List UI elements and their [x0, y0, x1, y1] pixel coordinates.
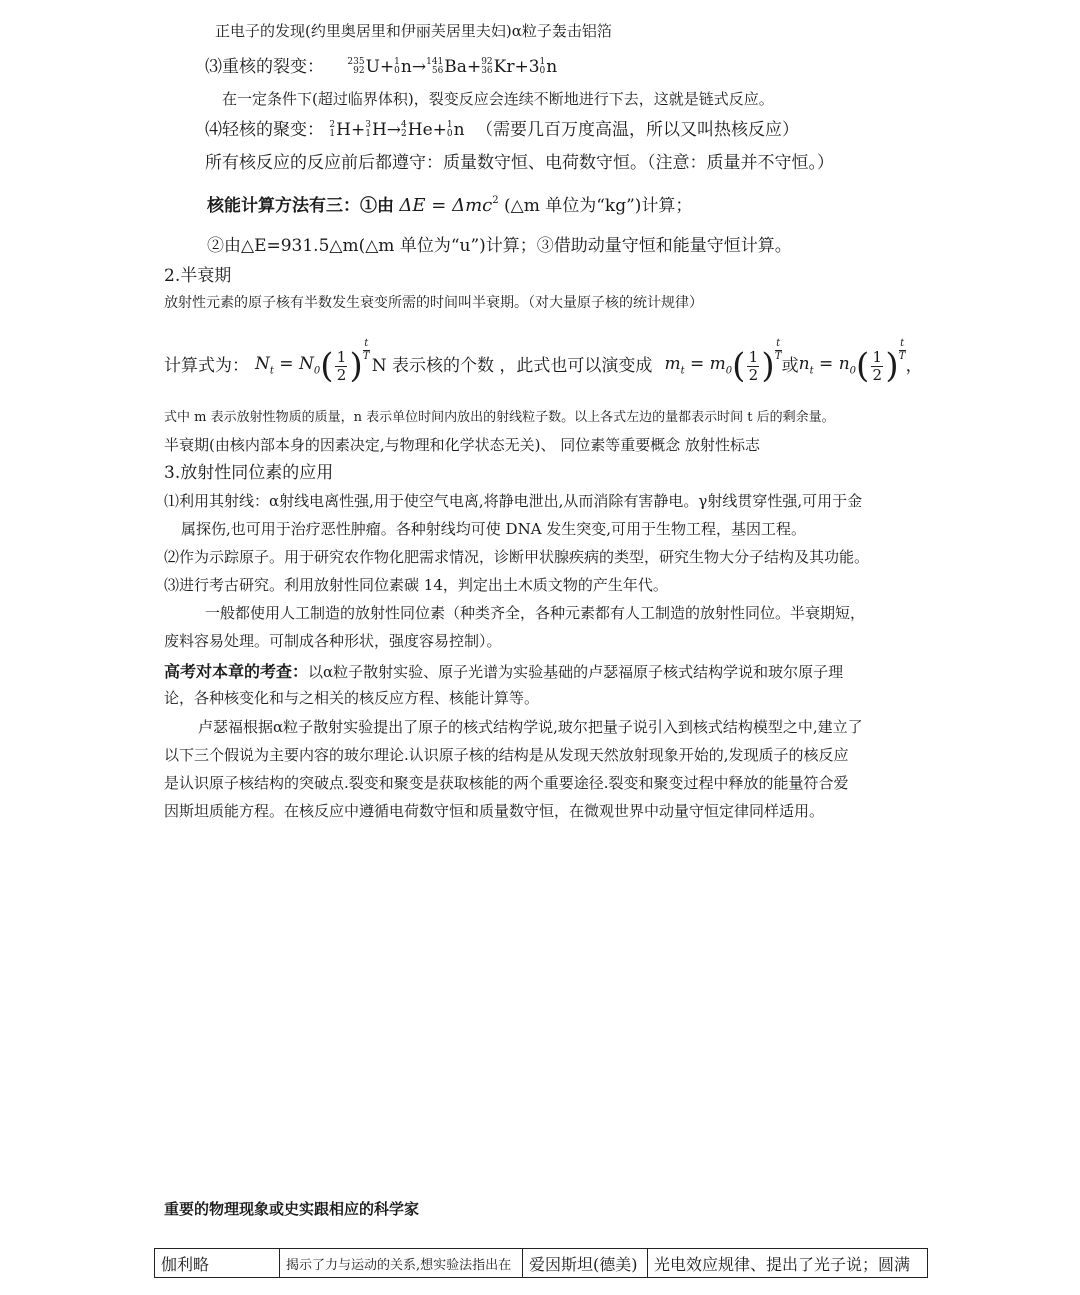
fusion-line — [205, 121, 799, 140]
exam-line-a — [164, 664, 843, 680]
application-3: ⑶进行考古研究。利用放射性同位素碳 14，判定出土木质文物的产生年代。 — [164, 576, 668, 594]
fission-equation: 235 92 U+ 1 0 n→ 141 56 Ba+ 92 36 Kr+3 1 0 n — [347, 56, 558, 77]
fusion-note: （需要几百万度高温，所以又叫热核反应） — [476, 119, 799, 140]
table-cell: 揭示了力与运动的关系,想实验法指出在 — [280, 1249, 523, 1278]
application-1a: ⑴利用其射线：α射线电离性强,用于使空气电离,将静电泄出,从而消除有害静电。γ射线贯穿性强,可用于金 — [164, 492, 863, 510]
summary-d: 因斯坦质能方程。在核反应中遵循电荷数守恒和质量数守恒，在微观世界中动量守恒定律同样适用。 — [164, 802, 825, 820]
table-cell: 光电效应规律、提出了光子说；圆满 — [648, 1249, 928, 1278]
formula-mt: $m_t = m_0$ — [664, 353, 733, 377]
chain-reaction-text: 在一定条件下(超过临界体积)，裂变反应会连续不断地进行下去，这就是链式反应。 — [222, 90, 774, 108]
formula-nt: $N_t = N_0$ — [255, 353, 321, 377]
summary-c: 是认识原子核结构的突破点.裂变和聚变是获取核能的两个重要途径.裂变和聚变过程中释放的能量符合爱 — [164, 774, 849, 792]
formula-prefix: 计算式为： — [164, 355, 249, 376]
scientists-heading: 重要的物理现象或史实跟相应的科学家 — [164, 1200, 420, 1218]
energy-formula-exponent: 2 — [492, 195, 499, 206]
exam-line-b: 论，各种核变化和与之相关的核反应方程、核能计算等。 — [164, 689, 540, 707]
formula-nt2: $n_t = n_0$ — [798, 353, 857, 377]
exam-text-a: 以α粒子散射实验、原子光谱为实验基础的卢瑟福原子核式结构学说和玻尔原子理 — [308, 663, 844, 681]
fission-label: ⑶重核的裂变： — [205, 56, 324, 77]
fission-line — [205, 58, 557, 77]
application-2: ⑵作为示踪原子。用于研究农作物化肥需求情况，诊断甲状腺疾病的类型，研究生物大分子结构及其功能。 — [164, 548, 870, 566]
formula-note: 式中 m 表示放射性物质的质量，n 表示单位时间内放出的射线粒子数。以上各式左边的量都表示时间 t 后的剩余量。 — [164, 410, 835, 425]
exam-label: 高考对本章的考查： — [164, 662, 309, 681]
fusion-label: ⑷轻核的聚变： — [205, 119, 324, 140]
isotope-heading: 3.放射性同位素的应用 — [164, 463, 334, 483]
formula-n-text: N 表示核的个数 ，此式也可以演变成 — [371, 355, 653, 376]
table-row — [155, 1249, 928, 1278]
application-1b: 属探伤,也可用于治疗恶性肿瘤。各种射线均可使 DNA 发生突变,可用于生物工程，基因工程。 — [181, 520, 807, 538]
energy-method-line-1 — [207, 197, 692, 215]
energy-method-suffix: (△m 单位为“kg”)计算； — [504, 196, 693, 216]
summary-b: 以下三个假说为主要内容的玻尔理论.认识原子核的结构是从发现天然放射现象开始的,发现质子的核反应 — [164, 746, 849, 764]
table-cell: 伽利略 — [155, 1249, 280, 1278]
table-cell: 爱因斯坦(德美) — [523, 1249, 648, 1278]
energy-method-line-2: ②由△E=931.5△m(△m 单位为“u”)计算；③借助动量守恒和能量守恒计算。 — [207, 236, 792, 256]
artificial-isotope-a: 一般都使用人工制造的放射性同位素（种类齐全，各种元素都有人工制造的放射性同位。半衰期短， — [205, 604, 866, 622]
formula-or: 或 — [781, 355, 799, 376]
half-life-definition: 放射性元素的原子核有半数发生衰变所需的时间叫半衰期。（对大量原子核的统计规律） — [164, 295, 703, 311]
summary-a: 卢瑟福根据α粒子散射实验提出了原子的核式结构学说,玻尔把量子说引入到核式结构模型之中,建立了 — [198, 718, 863, 736]
energy-formula: ΔE = Δmc — [399, 195, 493, 216]
half-life-heading: 2.半衰期 — [164, 266, 232, 286]
artificial-isotope-b: 废料容易处理。可制成各种形状，强度容易控制）。 — [164, 632, 502, 650]
scientists-table — [154, 1248, 928, 1278]
fusion-equation: 2 1 H+ 3 1 H→ 4 2 He+ 1 0 n — [329, 119, 465, 140]
energy-method-prefix: 核能计算方法有三：①由 — [207, 196, 394, 216]
half-life-formula-line: 计算式为： $N_t = N_0$ ( $\frac{1}{2}$ ) t T N 表示核的个数 ，此式也可以演变成 $m_t = m_0$ ( $\frac{1}{2}$ ) t T 或 $n_t = n_0$ ( $\frac{1}{2}$ ) t T ， — [164, 337, 923, 386]
conservation-text: 所有核反应的反应前后都遵守：质量数守恒、电荷数守恒。（注意：质量并不守恒。） — [205, 153, 834, 173]
formula-end: ， — [905, 355, 923, 376]
half-life-facts: 半衰期(由核内部本身的因素决定,与物理和化学状态无关)、 同位素等重要概念 放射性标志 — [164, 436, 761, 454]
positron-line: 正电子的发现(约里奥居里和伊丽芙居里夫妇)α粒子轰击铝箔 — [215, 22, 612, 40]
